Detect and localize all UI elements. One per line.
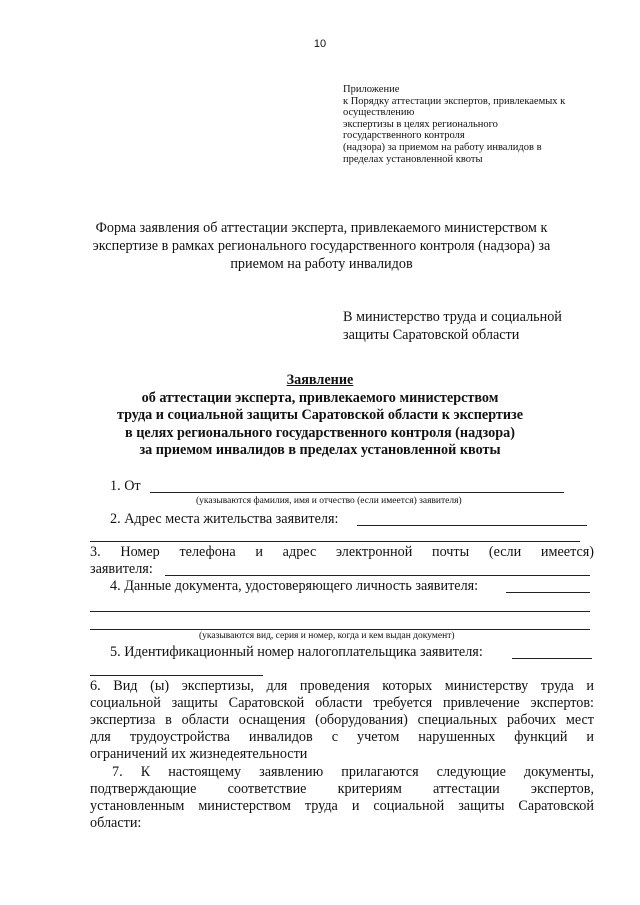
appendix-line: Приложение (343, 84, 400, 95)
item6-line: экспертиза в области оснащения (оборудования) специальных рабочих мест (90, 712, 594, 728)
item6-last-line: ограничений их жизнедеятельности (90, 746, 308, 762)
item7-last-line: области: (90, 815, 142, 831)
applicant-name-field[interactable] (150, 492, 564, 493)
appendix-line: осуществлению (343, 107, 415, 119)
recipient-line: В министерство труда и социальной (343, 309, 562, 325)
id-document-field[interactable] (506, 592, 590, 593)
recipient-block (343, 308, 603, 344)
id-document-field-line3[interactable] (90, 629, 590, 630)
heading-line: об аттестации эксперта, привлекаемого министерством (141, 389, 499, 406)
item1-hint: (указываются фамилия, имя и отчество (если имеется) заявителя) (196, 496, 462, 506)
address-field[interactable] (357, 525, 587, 526)
appendix-line: экспертизы в целях регионального (343, 118, 498, 130)
item3-label: заявителя: (90, 561, 153, 577)
recipient-line: защиты Саратовской области (343, 327, 520, 343)
page-number: 10 (313, 38, 327, 50)
item7-line: установленным министерством труда и социальной защиты Саратовской (90, 798, 594, 814)
inn-field-line2[interactable] (90, 675, 263, 676)
form-title-line: приемом на работу инвалидов (230, 256, 413, 272)
item6-line: 6. Вид (ы) экспертизы, для проведения которых министерству труда и (90, 678, 594, 694)
form-title-line: Форма заявления об аттестации эксперта, привлекаемого министерством к (95, 220, 548, 236)
heading-line: труда и социальной защиты Саратовской области к экспертизе (116, 407, 524, 423)
item7-line: 7. К настоящему заявлению прилагаются следующие документы, (112, 764, 594, 780)
item3-text: 3. Номер телефона и адрес электронной почты (если имеется) (90, 544, 594, 560)
appendix-note (343, 84, 613, 165)
id-document-field-line2[interactable] (90, 611, 590, 612)
appendix-line: пределах установленной квоты (343, 153, 483, 165)
heading-title: Заявление (286, 372, 354, 388)
appendix-line: к Порядку аттестации экспертов, привлекаемых к (343, 95, 566, 107)
item4-label: 4. Данные документа, удостоверяющего личность заявителя: (110, 578, 479, 594)
heading-line: за приемом инвалидов в пределах установленной квоты (139, 442, 501, 458)
form-title (84, 219, 559, 273)
item7-line: подтверждающие соответствие критериям аттестации экспертов, (90, 781, 594, 797)
heading-line: в целях регионального государственного контроля (надзора) (125, 424, 515, 441)
form-title-line: экспертизе в рамках регионального государственного контроля (надзора) за (92, 238, 551, 254)
item4-hint: (указываются вид, серия и номер, когда и кем выдан документ) (199, 631, 455, 641)
item6-line: для трудоустройства инвалидов с учетом нарушенных функций и (90, 729, 594, 745)
appendix-line: государственного контроля (343, 130, 465, 142)
address-field-line2[interactable] (90, 541, 580, 542)
application-heading (80, 372, 560, 460)
item2-label: 2. Адрес места жительства заявителя: (110, 511, 339, 527)
inn-field[interactable] (512, 658, 592, 659)
phone-email-field[interactable] (165, 575, 590, 576)
appendix-line: (надзора) за приемом на работу инвалидов в (343, 141, 542, 153)
item1-label: 1. От (110, 478, 141, 494)
item5-label: 5. Идентификационный номер налогоплательщика заявителя: (110, 644, 483, 660)
item6-line: социальной защиты Саратовской области требуется привлечение экспертов: (90, 695, 594, 711)
